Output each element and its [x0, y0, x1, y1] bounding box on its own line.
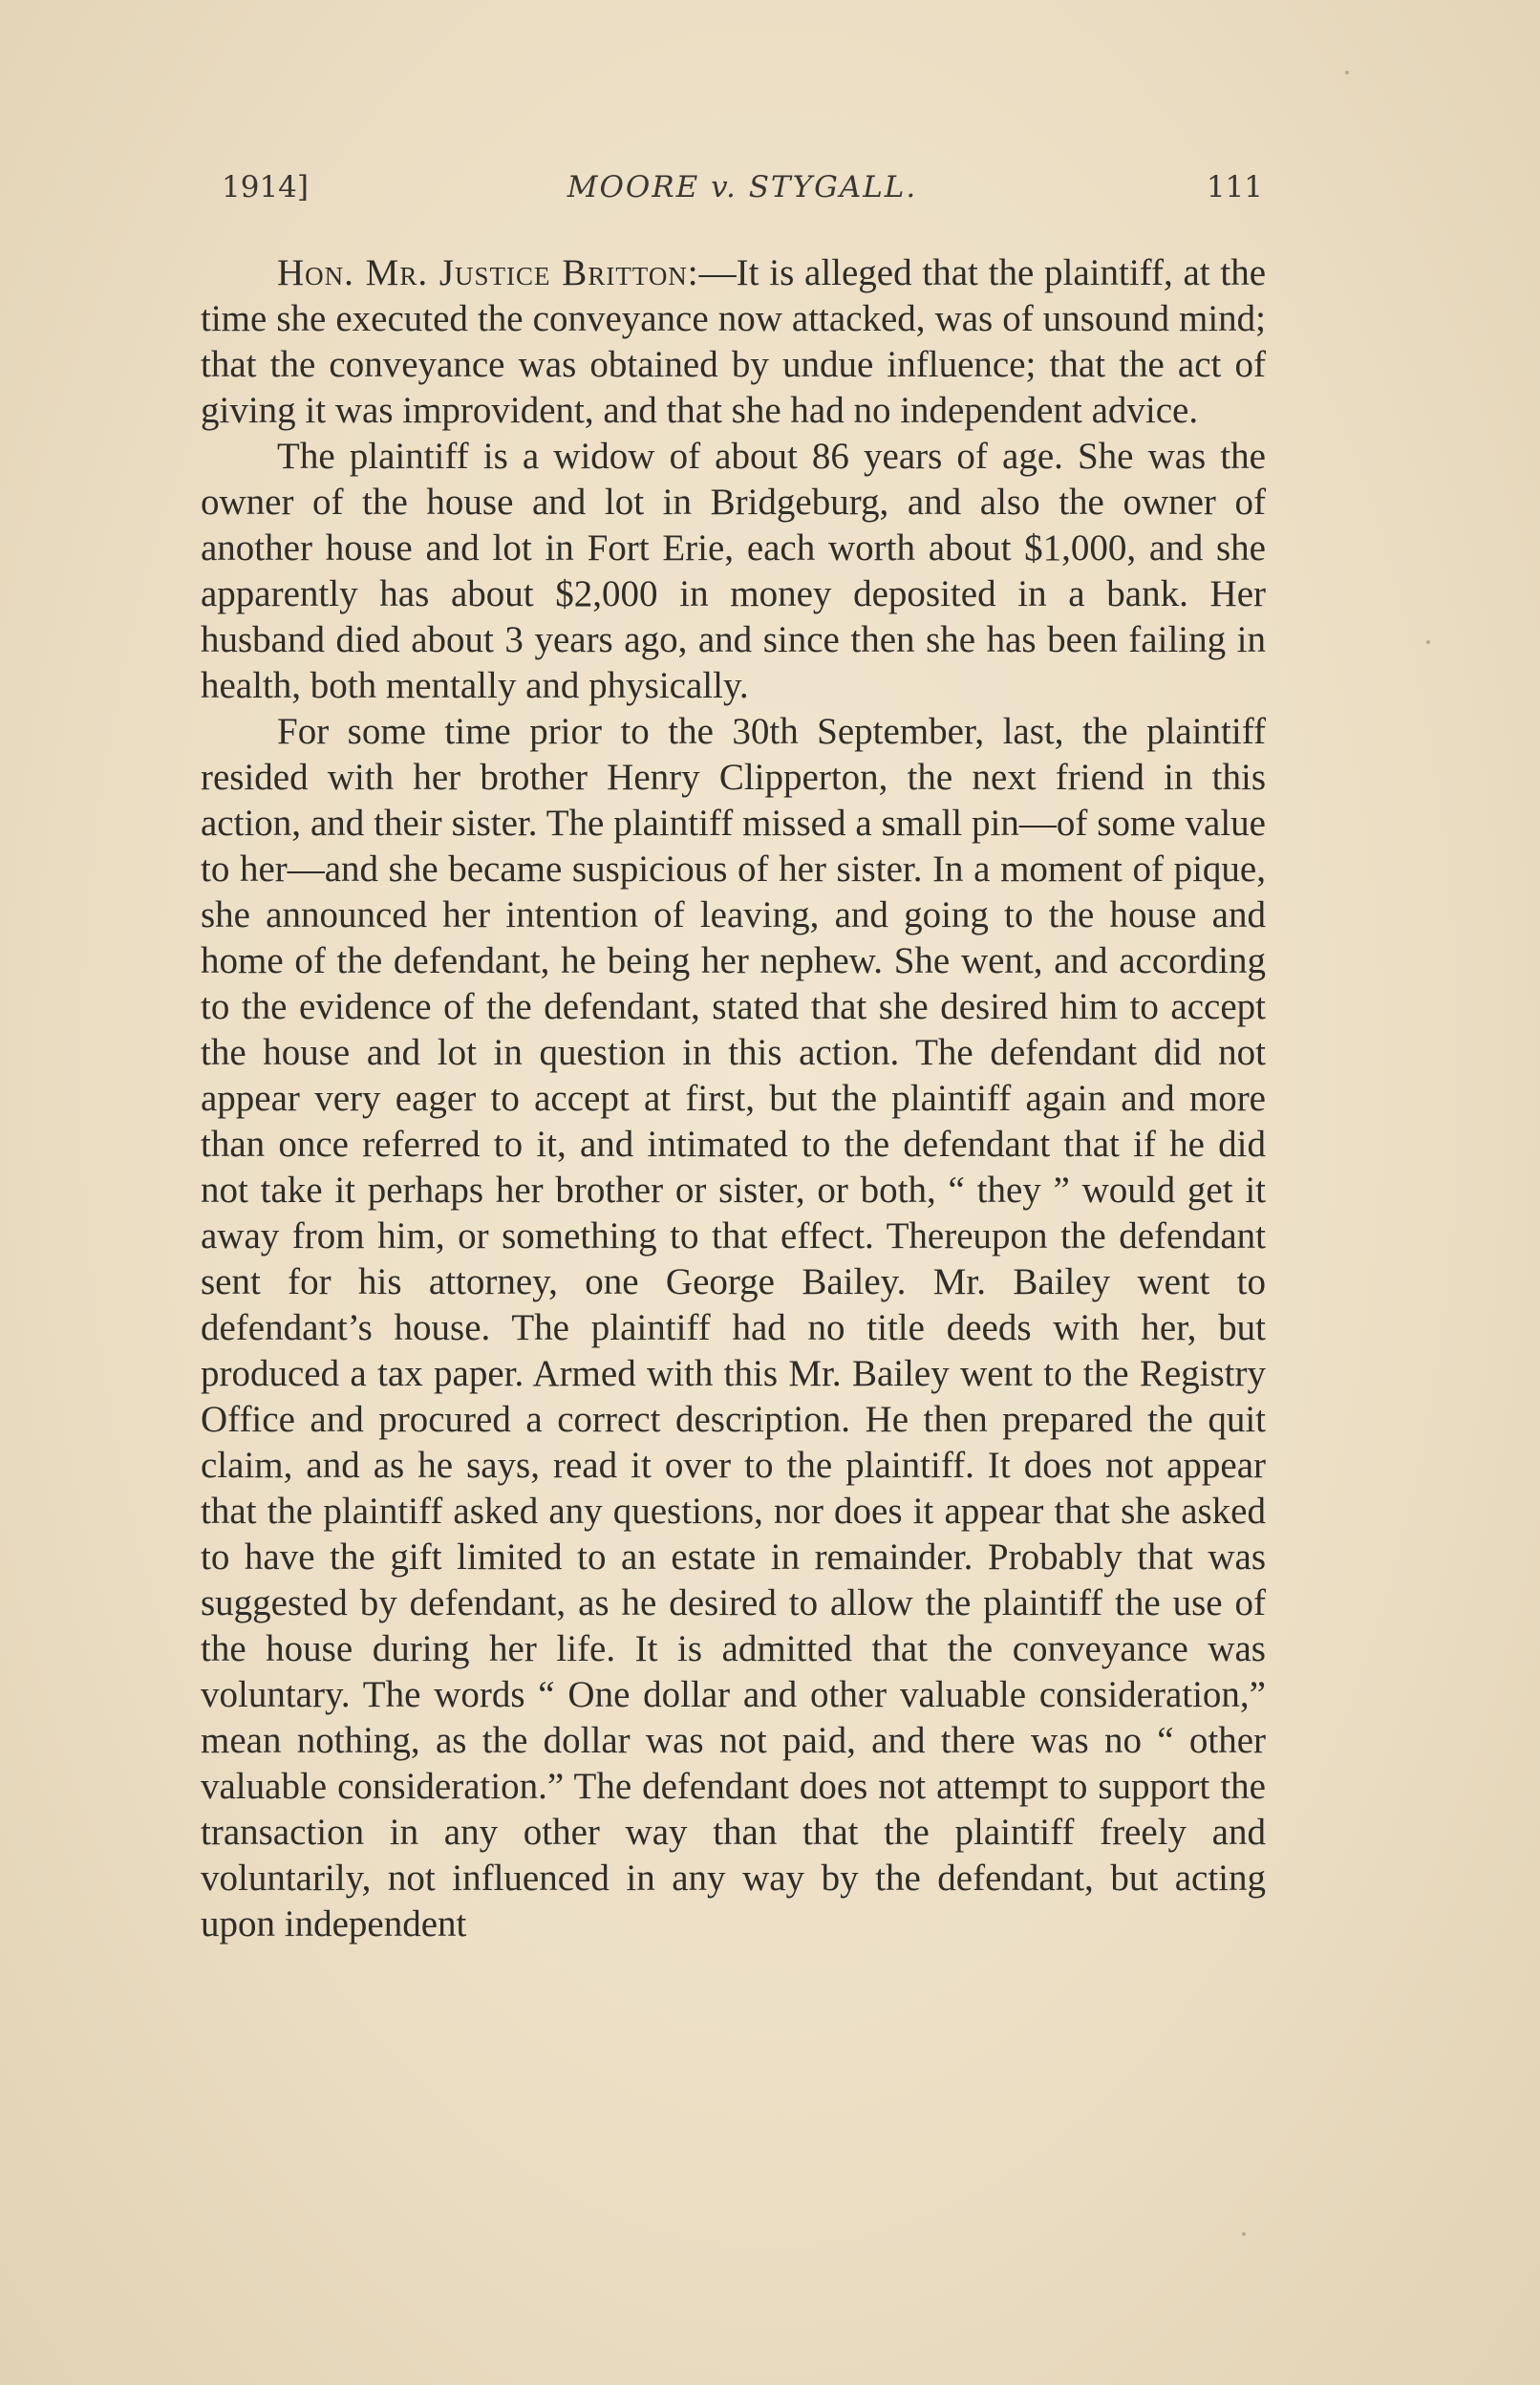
paragraph-1 [201, 250, 1266, 434]
paragraph-2: The plaintiff is a widow of about 86 years of age. She was the owner of the house and lot in Bridgeburg, and also the owner of another house and lot in Fort Erie, each worth about $1,000, and she apparently has about $2,000 in money deposited in a bank. Her husband died about 3 years ago, and since then she has been failing in health, both mentally and physically. [201, 436, 1266, 706]
paragraph-3: For some time prior to the 30th September, last, the plaintiff resided with her brother Henry Clipperton, the next friend in this action, and their sister. The plaintiff missed a small pin—of some value to her—and she became suspicious of her sister. In a moment of pique, she announced her intention of leaving, and going to the house and home of the defendant, he being her nephew. She went, and according to the evidence of the defendant, stated that she desired him to accept the house and lot in question in this action. The defendant did not appear very eager to accept at first, but the plaintiff again and more than once referred to it, and intimated to the defendant that if he did not take it perhaps her brother or sister, or both, “ they ” would get it away from him, or something to that effect. Thereupon the defendant sent for his attorney, one George Bailey. Mr. Bailey went to defendant’s house. The plaintiff had no title deeds with her, but produced a tax paper. Armed with this Mr. Bailey went to the Registry Office and procured a correct description. He then prepared the quit claim, and as he says, read it over to the plaintiff. It does not appear that the plaintiff asked any questions, nor does it appear that she asked to have the gift limited to an estate in remainder. Probably that was suggested by defendant, as he desired to allow the plaintiff the use of the house during her life. It is admitted that the conveyance was voluntary. The words “ One dollar and other valuable consideration,” mean nothing, as the dollar was not paid, and there was no “ other valuable consideration.” The defendant does not attempt to support the transaction in any other way than that the plaintiff freely and voluntarily, not influenced in any way by the defendant, but acting upon independent [201, 711, 1266, 1945]
running-header [222, 170, 1263, 216]
header-case-title: MOORE v. STYGALL. [567, 170, 918, 204]
page-body-text [201, 250, 1266, 1947]
paragraph-1-text: —It is alleged that the plaintiff, at the time she executed the conveyance now attacked, was of unsound mind; that the conveyance was obtained by undue influence; that the act of giving it was improvident, and that she had no independent advice. [201, 252, 1266, 431]
paper-speck [1345, 71, 1349, 75]
speaker-name: Hon. Mr. Justice Britton: [277, 252, 699, 293]
paper-speck [1242, 2232, 1246, 2236]
paper-speck [1426, 640, 1430, 644]
header-page-number: 111 [1206, 170, 1263, 204]
header-year: 1914] [222, 170, 309, 204]
